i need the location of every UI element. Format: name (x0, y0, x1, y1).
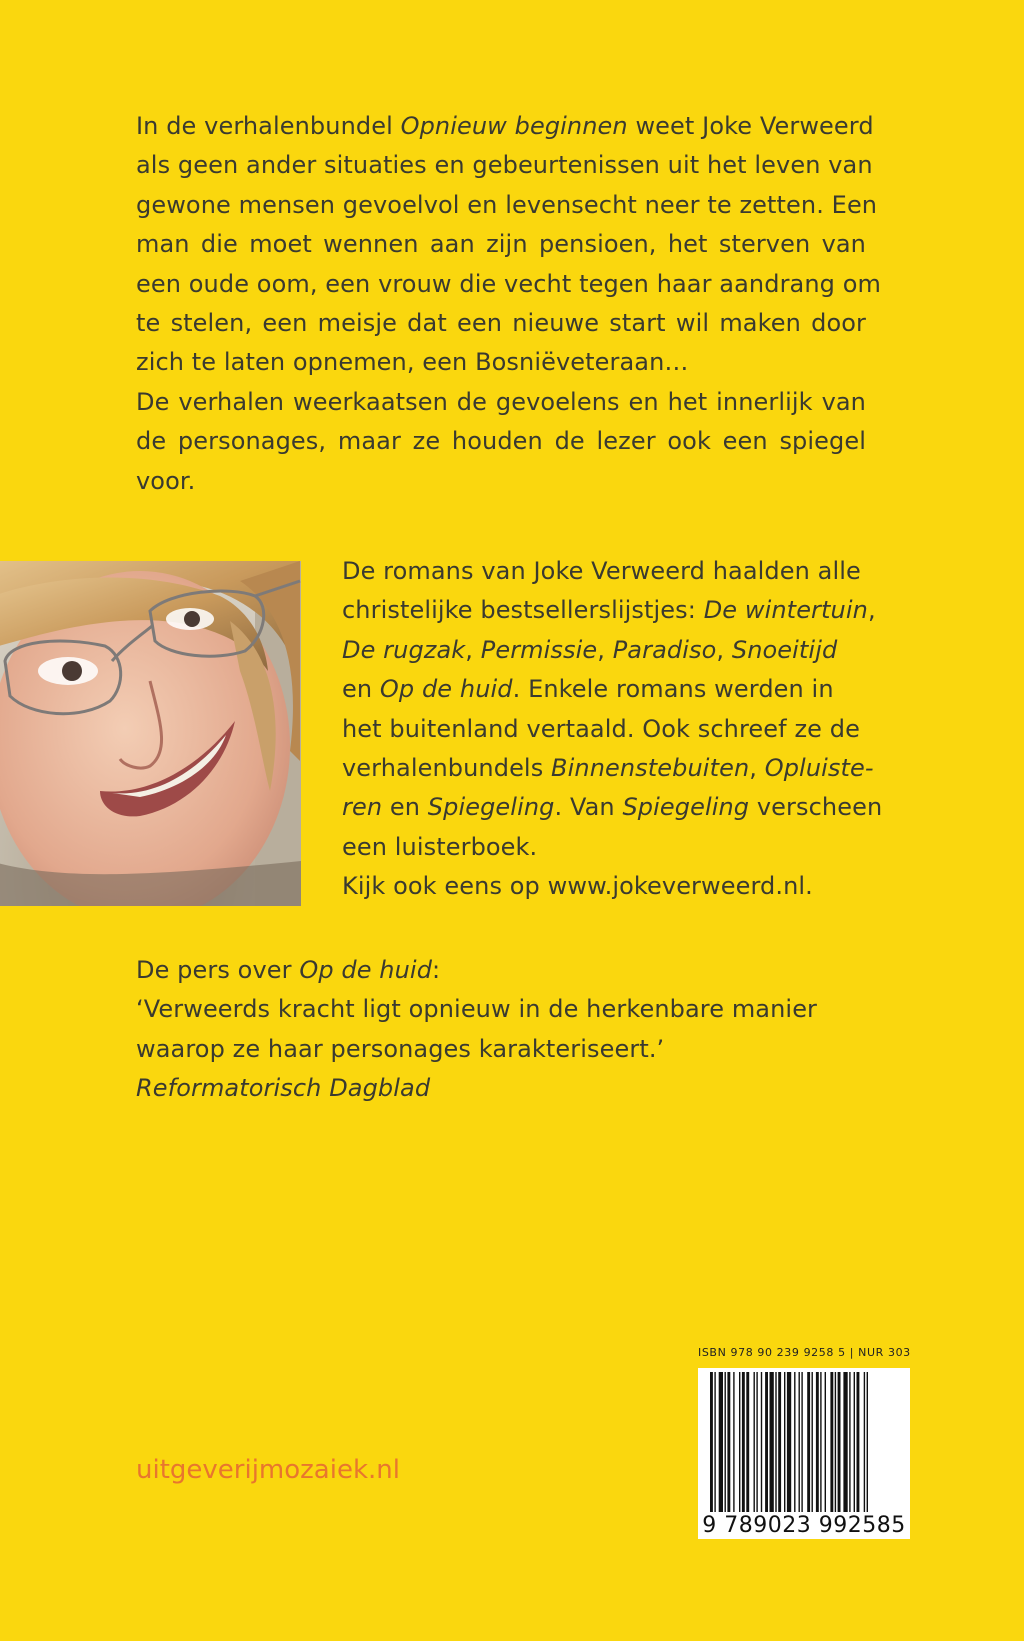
isbn-text: ISBN 978 90 239 9258 5 | NUR 303 (698, 1346, 911, 1359)
barcode-bar (761, 1372, 762, 1512)
blurb-line: de personages, maar ze houden de lezer ook een spiegel (136, 427, 866, 456)
barcode-bar (725, 1372, 726, 1512)
barcode-bar (739, 1372, 740, 1512)
blurb-line: gewone mensen gevoelvol en levensecht neer te zetten. Een (136, 190, 878, 219)
barcode-bar (778, 1372, 781, 1512)
book-title: Spiegeling (427, 793, 555, 822)
barcode-bar (849, 1372, 850, 1512)
barcode-bar (816, 1372, 819, 1512)
barcode-bar (710, 1372, 713, 1512)
barcode-bar (820, 1372, 821, 1512)
bio-line: en Op de huid. Enkele romans werden in (342, 675, 834, 704)
quote-line: waarop ze haar personages karakteriseert.’ (136, 1034, 665, 1063)
bio-line: verhalenbundels Binnenstebuiten, Opluiste- (342, 754, 874, 783)
blurb-line: voor. (136, 466, 196, 495)
barcode-bar (799, 1372, 800, 1512)
blurb-line: een oude oom, een vrouw die vecht tegen haar aandrang om (136, 269, 881, 298)
barcode-bar (727, 1372, 730, 1512)
barcode-bar (843, 1372, 847, 1512)
barcode-bar (756, 1372, 757, 1512)
barcode-bar (825, 1372, 826, 1512)
book-title: Snoeitijd (731, 635, 838, 664)
barcode-bar (812, 1372, 813, 1512)
barcode-bar (807, 1372, 810, 1512)
book-title: Spiegeling (622, 793, 750, 822)
barcode-bar (801, 1372, 802, 1512)
book-title: De wintertuin (703, 596, 868, 625)
bio-line: De romans van Joke Verweerd haalden alle (342, 557, 861, 585)
bio-line: een luisterboek. (342, 832, 538, 861)
blurb-line: zich te laten opnemen, een Bosniëveteraan… (136, 348, 689, 377)
barcode-bar (775, 1372, 776, 1512)
barcode-bar (714, 1372, 715, 1512)
barcode-bar (835, 1372, 836, 1512)
barcode-bar (754, 1372, 755, 1512)
blurb-paragraph (136, 107, 881, 501)
barcode-bar (770, 1372, 774, 1512)
bio-line: het buitenland vertaald. Ook schreef ze de (342, 714, 860, 743)
barcode-bar (857, 1372, 860, 1512)
book-title: Op de huid (379, 675, 513, 704)
author-photo (0, 561, 301, 906)
book-title: De rugzak (342, 635, 466, 664)
quote-source: Reformatorisch Dagblad (136, 1074, 431, 1103)
publisher-website: uitgeverijmozaiek.nl (136, 1455, 400, 1485)
book-title: Permissie (480, 635, 598, 664)
bio-line: christelijke bestsellerslijstjes: De wintertuin, (342, 596, 876, 625)
barcode-bar (733, 1372, 734, 1512)
barcode-bar (864, 1372, 865, 1512)
book-title: Opluiste- (764, 754, 874, 783)
barcode-bar (719, 1372, 723, 1512)
barcode-number: 9 789023 992585 (698, 1513, 910, 1539)
barcode-bar (794, 1372, 795, 1512)
author-bio (342, 552, 882, 907)
barcode-bar (867, 1372, 868, 1512)
barcode-bar (746, 1372, 749, 1512)
barcode-bar (742, 1372, 745, 1512)
barcode-bar (854, 1372, 855, 1512)
barcode-bars (698, 1368, 910, 1516)
blurb-line: man die moet wennen aan zijn pensioen, het sterven van (136, 230, 866, 259)
bio-line: Kijk ook eens op www.jokeverweerd.nl. (342, 872, 813, 901)
book-title: Opnieuw beginnen (400, 112, 628, 140)
blurb-line: De verhalen weerkaatsen de gevoelens en het innerlijk van (136, 387, 866, 416)
blurb-line: In de verhalenbundel Opnieuw beginnen weet Joke Verweerd (136, 112, 874, 140)
barcode-bar (765, 1372, 768, 1512)
isbn-barcode (698, 1346, 910, 1546)
book-title: Binnenstebuiten (551, 754, 750, 783)
book-title: ren (342, 793, 383, 822)
blurb-line: als geen ander situaties en gebeurtenissen uit het leven van (136, 151, 873, 180)
book-title: Paradiso (612, 635, 717, 664)
barcode-bar (784, 1372, 785, 1512)
barcode-bar (787, 1372, 791, 1512)
barcode-bar (838, 1372, 841, 1512)
bio-line: De rugzak, Permissie, Paradiso, Snoeitijd (342, 635, 838, 664)
press-intro: De pers over Op de huid: (136, 956, 441, 984)
press-quote (136, 951, 866, 1109)
quote-line: ‘Verweerds kracht ligt opnieuw in de herkenbare manier (136, 995, 818, 1024)
barcode-bar (830, 1372, 833, 1512)
book-title: Op de huid (299, 956, 433, 984)
blurb-line: te stelen, een meisje dat een nieuwe start wil maken door (136, 309, 866, 338)
bio-line: ren en Spiegeling. Van Spiegeling verscheen (342, 793, 883, 822)
